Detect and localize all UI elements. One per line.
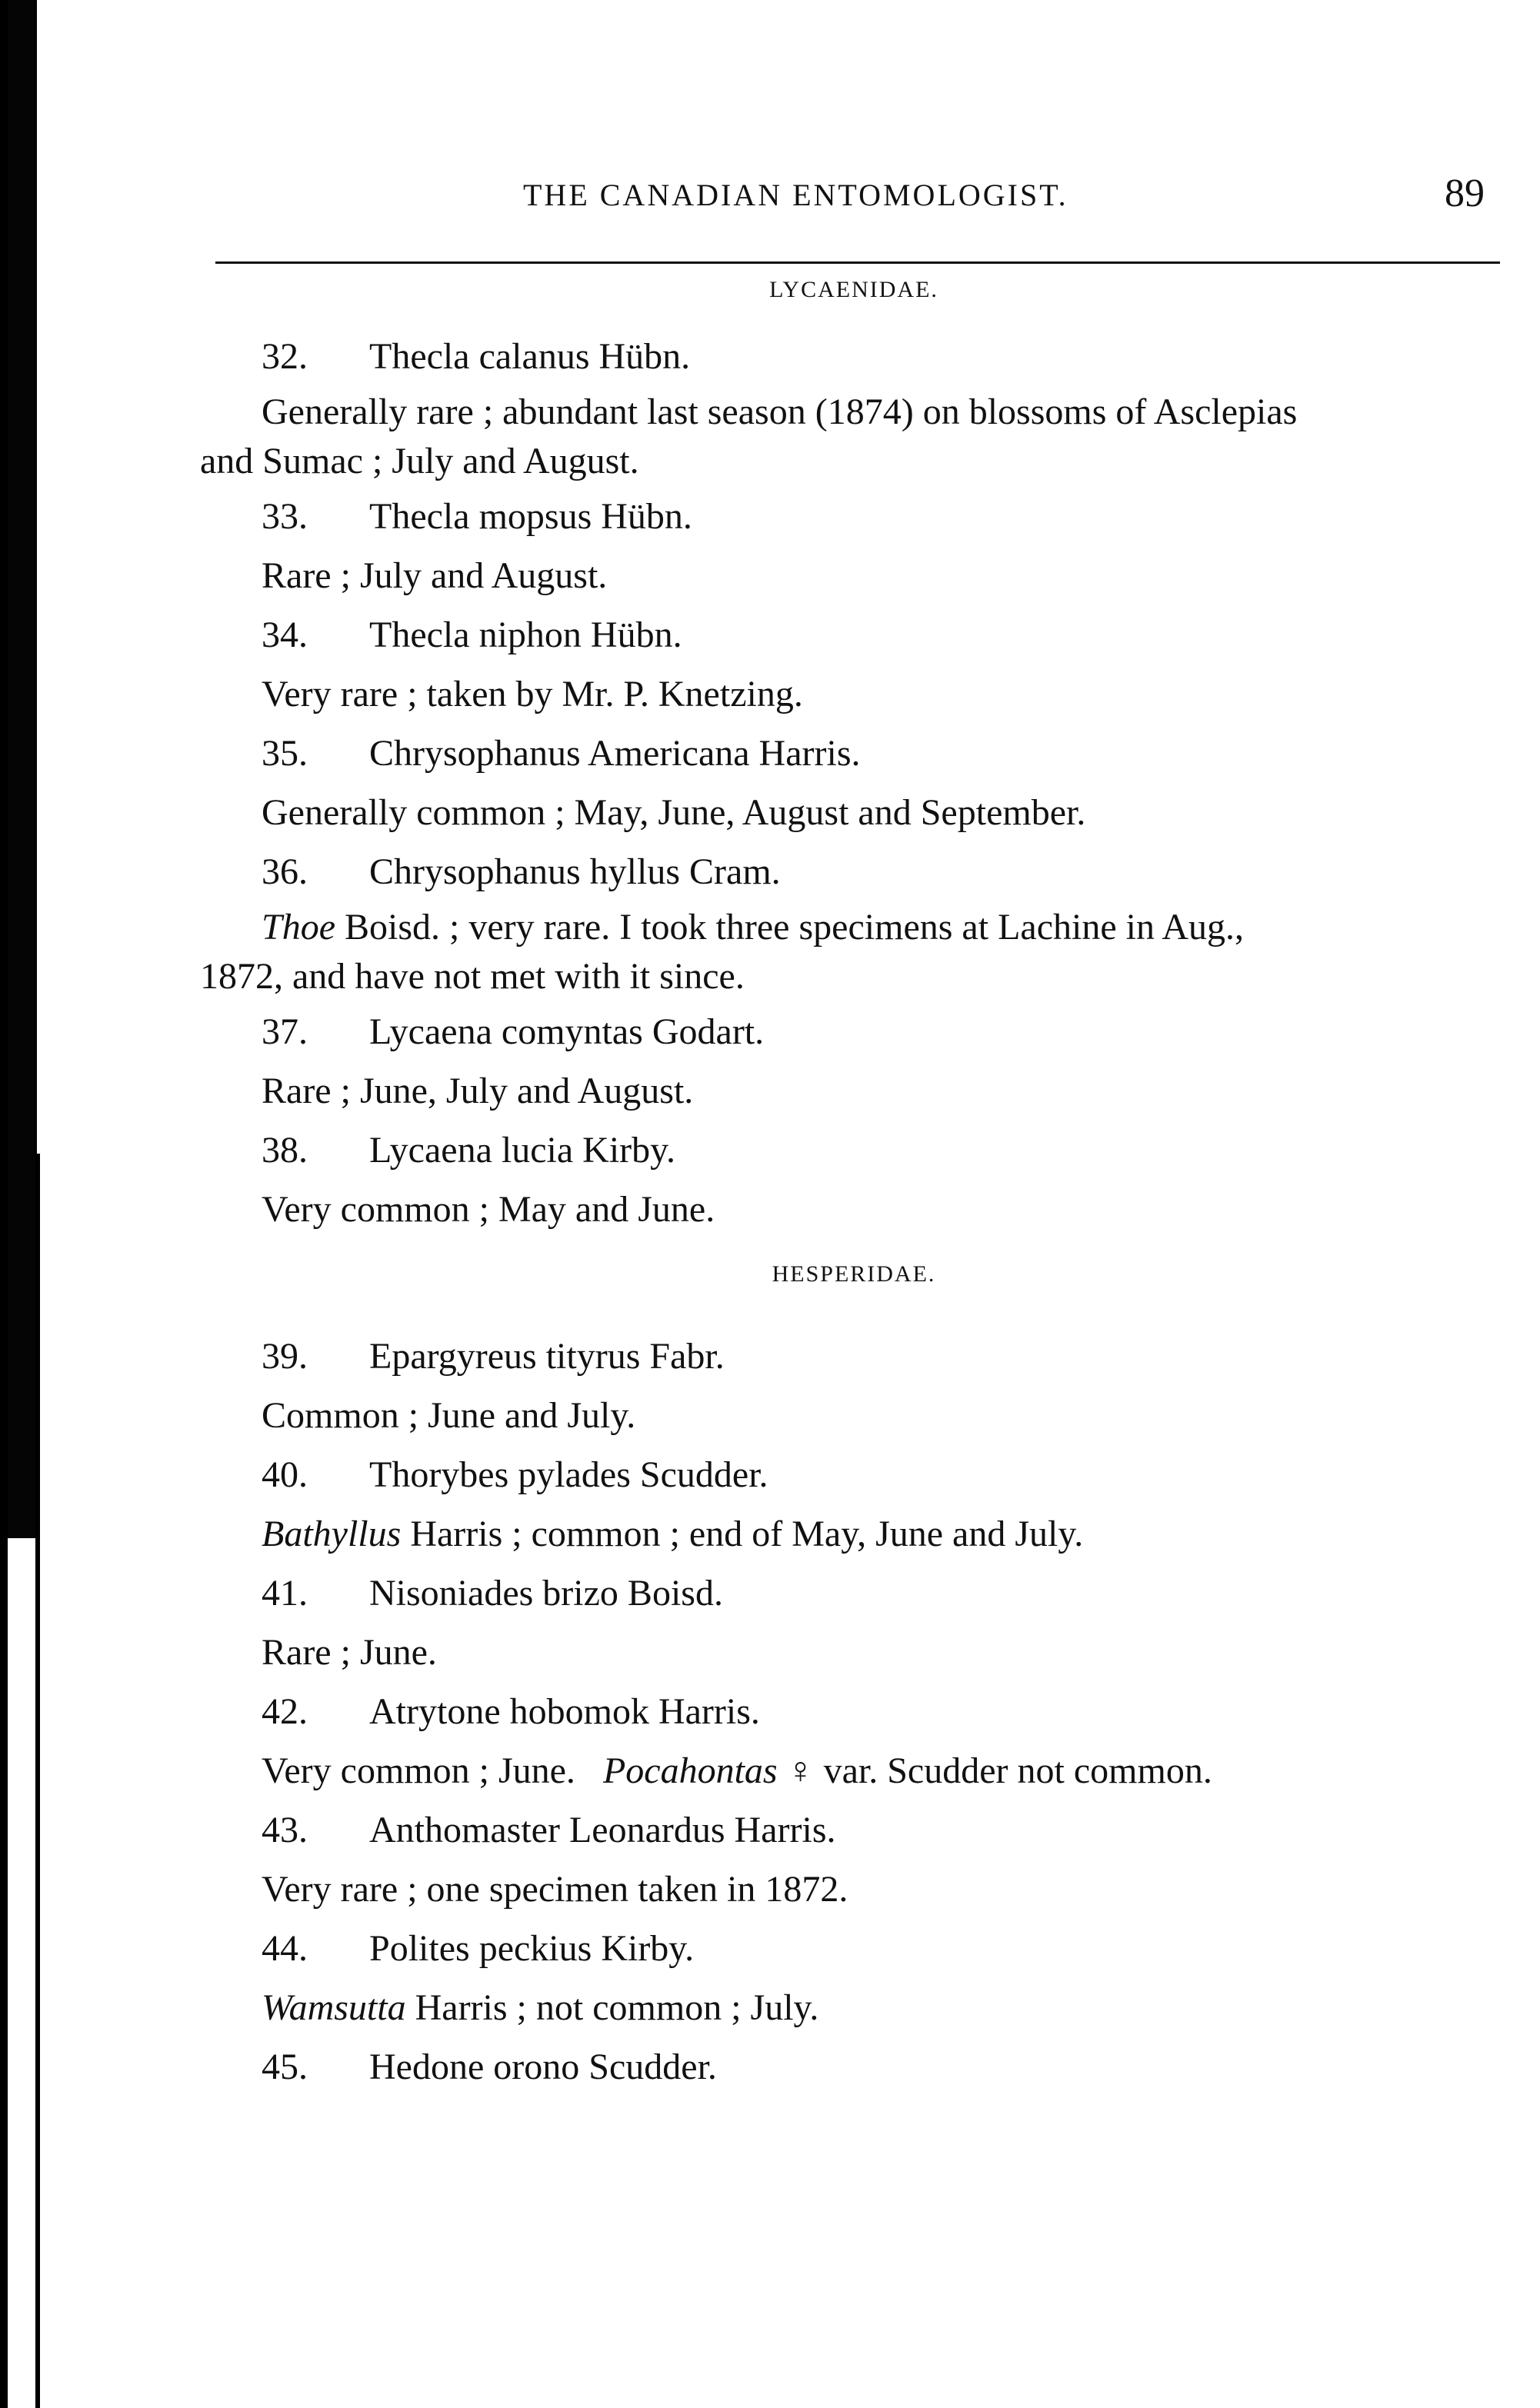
entry-note: Wamsutta Harris ; not common ; July. (262, 1987, 819, 2028)
entry-title: 45. Hedone orono Scudder. (262, 2047, 717, 2087)
page-header (200, 162, 1508, 231)
scan-edge-line (35, 1154, 40, 2408)
entry-note: Very rare ; one specimen taken in 1872. (262, 1869, 848, 1910)
synonym-italic: Thoe (262, 907, 335, 948)
synonym-italic: Wamsutta (262, 1987, 406, 2028)
page-number: 89 (1445, 172, 1485, 215)
entry-note: Thoe Boisd. ; very rare. I took three specimens at Lachine in Aug., (262, 907, 1244, 948)
entry-note: Very common ; May and June. (262, 1189, 715, 1230)
header-rule (215, 261, 1500, 264)
section-heading: HESPERIDAE. (772, 1261, 936, 1287)
entry-title: 36. Chrysophanus hyllus Cram. (262, 851, 781, 892)
page (200, 162, 1508, 2098)
scan-edge-bar (0, 0, 8, 2408)
variety-italic: Pocahontas (602, 1750, 778, 1791)
entry-title: 33. Thecla mopsus Hübn. (262, 496, 692, 537)
entry-note: Rare ; June. (262, 1632, 437, 1673)
entry-note: Rare ; June, July and August. (262, 1071, 694, 1111)
synonym-italic: Bathyllus (262, 1514, 402, 1554)
entry-note-cont: 1872, and have not met with it since. (200, 956, 745, 997)
entry-title: 34. Thecla niphon Hübn. (262, 614, 682, 655)
entry-title: 43. Anthomaster Leonardus Harris. (262, 1810, 836, 1850)
entry-title: 32. Thecla calanus Hübn. (262, 336, 691, 377)
entry-note: Very rare ; taken by Mr. P. Knetzing. (262, 674, 803, 714)
entry-title: 42. Atrytone hobomok Harris. (262, 1691, 760, 1732)
entry-note: Rare ; July and August. (262, 555, 608, 596)
entry-note: Generally common ; May, June, August and September. (262, 792, 1086, 833)
running-title: THE CANADIAN ENTOMOLOGIST. (523, 178, 1068, 212)
entry-note: Common ; June and July. (262, 1395, 636, 1436)
entry-title: 37. Lycaena comyntas Godart. (262, 1011, 765, 1052)
section-heading: LYCAENIDAE. (769, 277, 938, 302)
entry-note: Bathyllus Harris ; common ; end of May, June and July. (262, 1514, 1084, 1554)
entry-title: 35. Chrysophanus Americana Harris. (262, 733, 861, 774)
entry-title: 41. Nisoniades brizo Boisd. (262, 1573, 723, 1614)
entry-note: Very common ; June. Pocahontas ♀ var. Scudder not common. (262, 1750, 1212, 1791)
scan-edge-shadow (8, 0, 37, 1538)
entry-title: 39. Epargyreus tityrus Fabr. (262, 1336, 725, 1377)
entry-title: 38. Lycaena lucia Kirby. (262, 1130, 676, 1171)
entry-title: 40. Thorybes pylades Scudder. (262, 1454, 768, 1495)
entry-note: Generally rare ; abundant last season (1874) on blossoms of Asclepias (262, 391, 1298, 432)
entry-title: 44. Polites peckius Kirby. (262, 1928, 695, 1969)
entry-note-cont: and Sumac ; July and August. (200, 441, 639, 481)
